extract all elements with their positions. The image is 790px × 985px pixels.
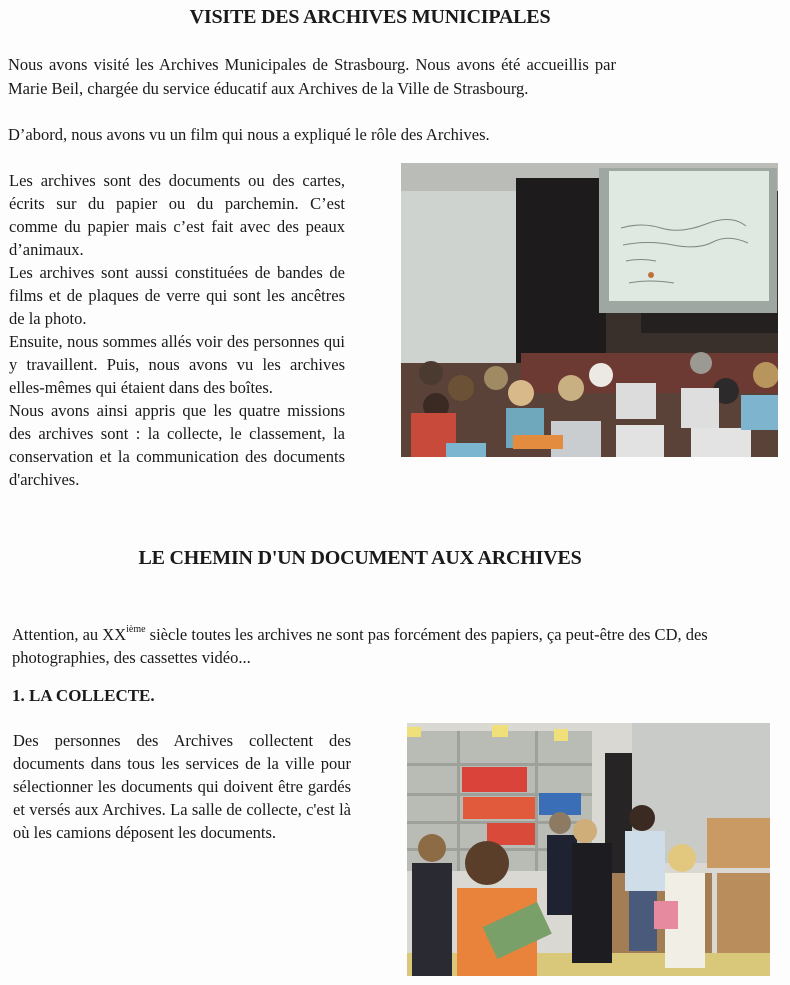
auditorium-photo (401, 163, 778, 457)
paragraph: Ensuite, nous sommes allés voir des personnes qui y travaillent. Puis, nous avons vu les archives elles-mêmes qui étaient dans des boîtes. (9, 332, 345, 397)
collecte-text: Des personnes des Archives collectent des documents dans tous les services de la ville pour sélectionner les documents qui doivent être gardés et versés aux Archives. La salle de collecte, c'est là où les camions déposent les documents. (13, 731, 351, 842)
paragraph: Les archives sont des documents ou des cartes, écrits sur du papier ou du parchemin. C’est comme du papier mais c’est fait avec des peaux d’animaux. (9, 171, 345, 259)
attention-after: siècle toutes les archives ne sont pas forcément des papiers, ça peut-être des CD, des photographies, des cassettes vidéo... (12, 625, 708, 667)
attention-paragraph (12, 618, 772, 669)
intro-line-2: Marie Beil, chargée du service éducatif aux Archives de la Ville de Strasbourg. (8, 79, 529, 98)
attention-before: Attention, au XX (12, 625, 127, 644)
film-sentence: D’abord, nous avons vu un film qui nous a expliqué le rôle des Archives. (8, 125, 490, 144)
attention-superscript: ième (126, 624, 146, 635)
section2-title: LE CHEMIN D'UN DOCUMENT AUX ARCHIVES (138, 547, 582, 569)
archive-room-photo (407, 723, 770, 976)
section1-body (9, 169, 345, 491)
paragraph: Les archives sont aussi constituées de bandes de films et de plaques de verre qui sont les ancêtres de la photo. (9, 263, 345, 328)
auditorium-photo-illustration (401, 163, 778, 457)
intro-line-1: Nous avons visité les Archives Municipales de Strasbourg. Nous avons été accueillis par (8, 55, 616, 74)
collecte-heading: 1. LA COLLECTE. (12, 686, 155, 705)
paragraph: Nous avons ainsi appris que les quatre missions des archives sont : la collecte, le classement, la conservation et la communication des documents d'archives. (9, 401, 345, 489)
section1-title: VISITE DES ARCHIVES MUNICIPALES (189, 6, 551, 28)
archive-room-photo-illustration (407, 723, 770, 976)
